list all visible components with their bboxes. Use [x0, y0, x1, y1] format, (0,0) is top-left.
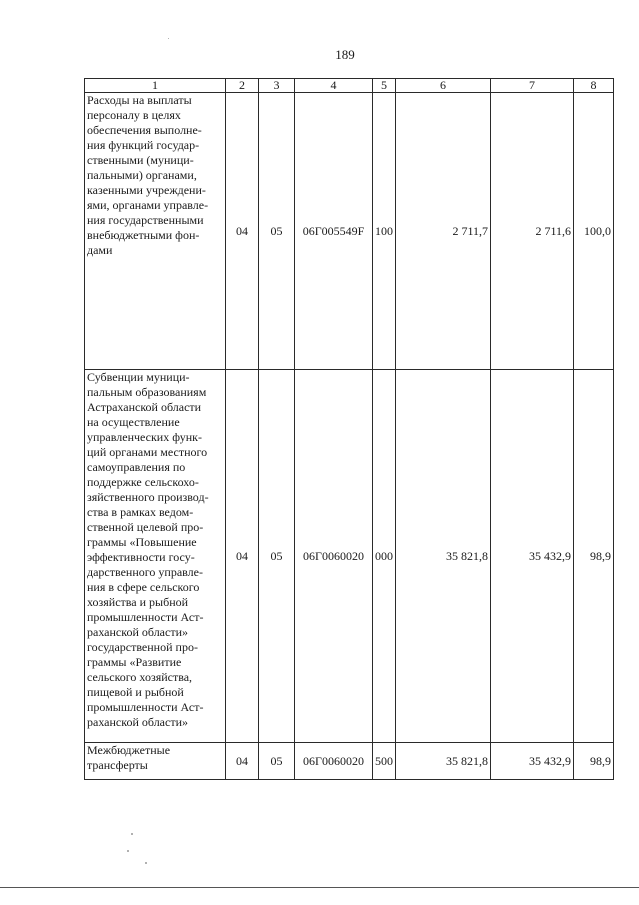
row-description-text: Межбюджетные трансферты [87, 743, 171, 772]
target-item-code: 06Г0060020 [295, 743, 373, 780]
subsection-code: 05 [259, 370, 295, 743]
executed-amount: 35 432,9 [491, 743, 574, 780]
section-code: 04 [226, 370, 259, 743]
row-description-text: Расходы на выплаты персоналу в целях обеспечения выполне- ния функций государ- ственными (муници- пальными) органами, казенными учреждени- ями, органами управле- ния государственными внебюджетными фон- дами [87, 93, 209, 257]
scan-speck [168, 38, 169, 39]
page-number: 189 [335, 47, 355, 62]
header-cell: 7 [491, 79, 574, 93]
scan-speck [131, 833, 133, 835]
header-cell: 6 [396, 79, 491, 93]
subsection-code: 05 [259, 743, 295, 780]
header-cell: 4 [295, 79, 373, 93]
executed-amount: 35 432,9 [491, 370, 574, 743]
target-item-code: 06Г0060020 [295, 370, 373, 743]
table-row [85, 93, 614, 370]
header-cell: 2 [226, 79, 259, 93]
expense-type-code: 000 [373, 370, 396, 743]
planned-amount: 35 821,8 [396, 743, 491, 780]
row-description [85, 743, 226, 780]
execution-percent: 98,9 [574, 370, 614, 743]
planned-amount: 2 711,7 [396, 93, 491, 370]
section-code: 04 [226, 743, 259, 780]
page-bottom-edge [0, 887, 639, 888]
table-header-row [85, 79, 614, 93]
row-description [85, 370, 226, 743]
table-row [85, 743, 614, 780]
header-cell: 5 [373, 79, 396, 93]
expense-type-code: 500 [373, 743, 396, 780]
section-code: 04 [226, 93, 259, 370]
header-cell: 8 [574, 79, 614, 93]
subsection-code: 05 [259, 93, 295, 370]
execution-percent: 100,0 [574, 93, 614, 370]
target-item-code: 06Г005549F [295, 93, 373, 370]
header-cell: 3 [259, 79, 295, 93]
budget-table [84, 78, 614, 780]
table-row [85, 370, 614, 743]
row-description-text: Субвенции муници- пальным образованиям Астраханской области на осуществление управленческих функ- ций органами местного самоуправления по поддержке сельскохо- зяйственного производ- ства в рамках ведом- ственной целевой про- граммы «Повышение эффективности госу- дарственного управле- ния в сфере сельского хозяйства и рыбной промышленности Аст- раханской области» государственной про- граммы «Развитие сельского хозяйства, пищевой и рыбной промышленности Аст- раханской области» [87, 370, 209, 729]
scan-speck [127, 850, 129, 852]
expense-type-code: 100 [373, 93, 396, 370]
executed-amount: 2 711,6 [491, 93, 574, 370]
header-cell: 1 [85, 79, 226, 93]
execution-percent: 98,9 [574, 743, 614, 780]
scan-speck [145, 862, 147, 864]
row-description [85, 93, 226, 370]
planned-amount: 35 821,8 [396, 370, 491, 743]
